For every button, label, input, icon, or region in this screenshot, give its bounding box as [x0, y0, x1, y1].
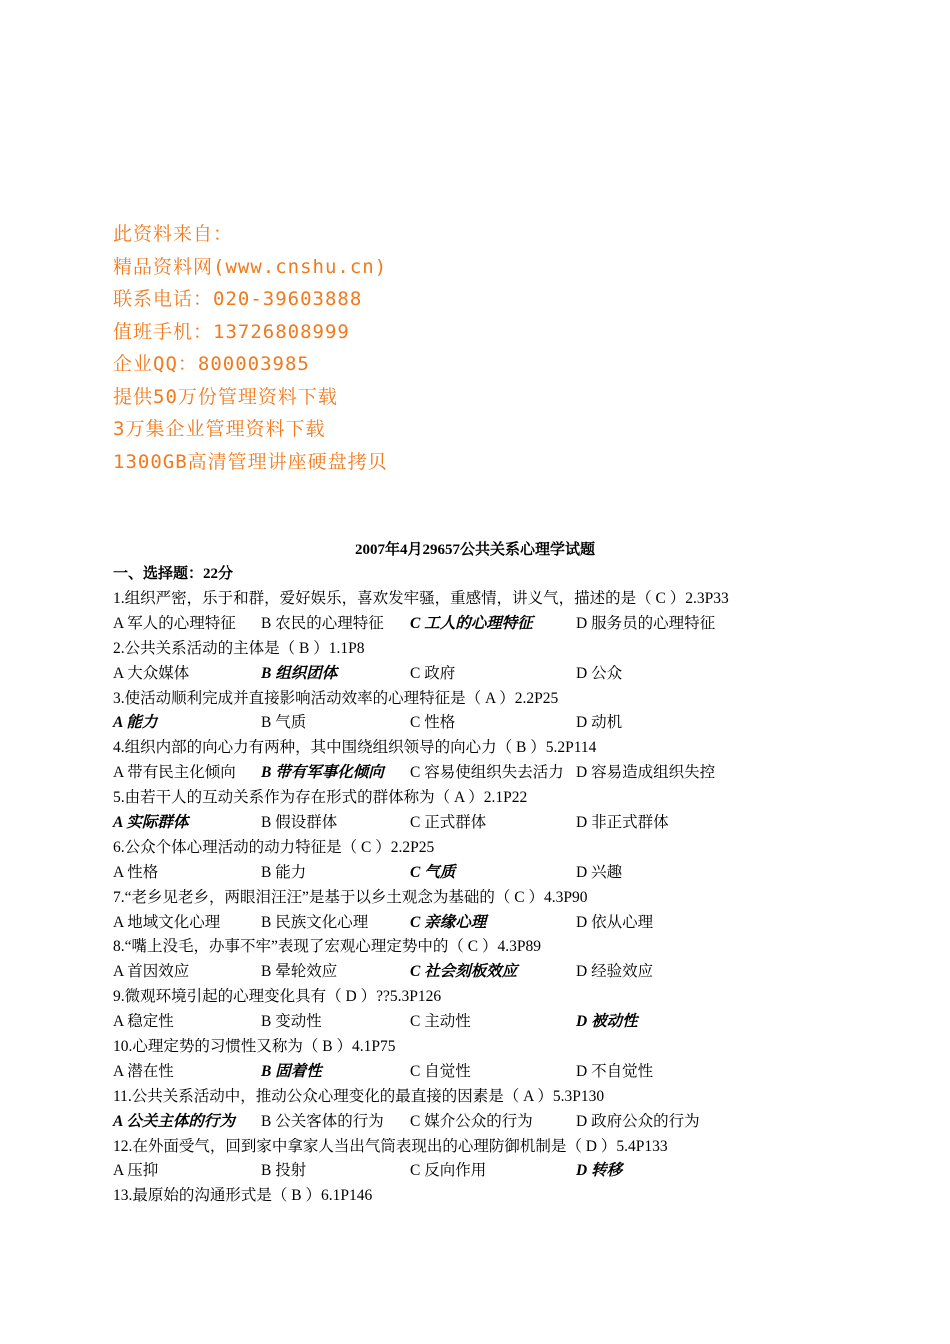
option: D 非正式群体	[576, 814, 669, 832]
options-row	[113, 1060, 913, 1085]
promo-line: 联系电话：020-39603888	[113, 288, 363, 310]
question-text: 9.微观环境引起的心理变化具有（ D ）??5.3P126	[113, 988, 442, 1006]
option: A 稳定性	[113, 1013, 174, 1031]
option: A 首因效应	[113, 963, 190, 981]
option: B 公关客体的行为	[261, 1112, 384, 1130]
option: C 主动性	[410, 1013, 471, 1031]
options-row	[113, 861, 913, 886]
promo-line: 精品资料网(www.cnshu.cn)	[113, 255, 388, 278]
option: B 气质	[261, 714, 307, 732]
promo-line: 值班手机：13726808999	[113, 320, 350, 343]
option: D 公众	[576, 664, 623, 682]
option: A 大众媒体	[113, 664, 190, 682]
options-row	[113, 1159, 913, 1184]
question-text: 13.最原始的沟通形式是（ B ）6.1P146	[113, 1187, 373, 1205]
option: A 地域文化心理	[113, 913, 221, 931]
question-text: 1.组织严密，乐于和群，爱好娱乐，喜欢发牢骚，重感情，讲义气，描述的是（ C ）2.3P33	[113, 590, 729, 607]
question-text: 10.心理定势的习惯性又称为（ B ）4.1P75	[113, 1038, 396, 1056]
option: B 假设群体	[261, 814, 338, 832]
correct-option: C 气质	[410, 863, 456, 881]
option: C 政府	[410, 664, 456, 682]
options-row	[113, 960, 913, 985]
option: A 性格	[113, 863, 159, 881]
options-row	[113, 811, 913, 836]
promo-line: 3万集企业管理资料下载	[113, 418, 326, 440]
question-text: 6.公众个体心理活动的动力特征是（ C ）2.2P25	[113, 838, 435, 856]
promo-line: 提供50万份管理资料下载	[113, 385, 338, 408]
option: C 容易使组织失去活力	[410, 764, 564, 782]
correct-option: B 固着性	[261, 1062, 322, 1080]
promo-line: 此资料来自：	[113, 223, 234, 245]
correct-option: D 被动性	[576, 1013, 638, 1031]
promo-line: 1300GB高清管理讲座硬盘拷贝	[113, 450, 388, 473]
exam-title: 2007年4月29657公共关系心理学试题	[354, 542, 595, 558]
options-row	[113, 1110, 913, 1135]
option: D 不自觉性	[576, 1062, 654, 1080]
option: B 变动性	[261, 1013, 322, 1031]
option: B 晕轮效应	[261, 963, 338, 981]
option: D 经验效应	[576, 963, 654, 981]
option: D 动机	[576, 714, 623, 732]
question-list	[113, 587, 913, 1209]
promo-block	[113, 218, 388, 478]
question-text: 3.使活动顺利完成并直接影响活动效率的心理特征是（ A ）2.2P25	[113, 689, 559, 707]
correct-option: B 组织团体	[261, 664, 338, 682]
options-row	[113, 612, 913, 637]
question-text: 5.由若干人的互动关系作为存在形式的群体称为（ A ）2.1P22	[113, 789, 528, 807]
question-text: 4.组织内部的向心力有两种，其中围绕组织领导的向心力（ B ）5.2P114	[113, 739, 597, 757]
option: A 军人的心理特征	[113, 614, 236, 632]
correct-option: C 亲缘心理	[410, 913, 487, 931]
question-text: 2.公共关系活动的主体是（ B ）1.1P8	[113, 639, 365, 657]
option: D 服务员的心理特征	[576, 614, 716, 632]
option: A 带有民主化倾向	[113, 764, 236, 782]
option: D 容易造成组织失控	[576, 764, 716, 782]
option: B 民族文化心理	[261, 913, 369, 931]
option: C 正式群体	[410, 814, 487, 832]
question-text: 8.“嘴上没毛，办事不牢”表现了宏观心理定势中的（ C ）4.3P89	[113, 938, 541, 956]
promo-line: 企业QQ：800003985	[113, 353, 310, 375]
correct-option: B 带有军事化倾向	[261, 764, 384, 782]
option: D 政府公众的行为	[576, 1112, 700, 1130]
options-row	[113, 761, 913, 786]
option: B 投射	[261, 1162, 307, 1180]
correct-option: C 工人的心理特征	[410, 614, 533, 632]
option: C 媒介公众的行为	[410, 1112, 533, 1130]
options-row	[113, 911, 913, 936]
option: A 潜在性	[113, 1062, 174, 1080]
option: C 自觉性	[410, 1062, 471, 1080]
options-row	[113, 1010, 913, 1035]
option: D 依从心理	[576, 913, 654, 931]
options-row	[113, 711, 913, 736]
correct-option: A 实际群体	[113, 814, 189, 832]
question-text: 7.“老乡见老乡，两眼泪汪汪”是基于以乡土观念为基础的（ C ）4.3P90	[113, 888, 588, 906]
correct-option: A 公关主体的行为	[113, 1112, 235, 1130]
correct-option: A 能力	[113, 714, 158, 732]
section-heading: 一、选择题：22分	[113, 566, 234, 582]
correct-option: D 转移	[576, 1162, 623, 1180]
option: D 兴趣	[576, 863, 623, 881]
question-text: 11.公共关系活动中，推动公众心理变化的最直接的因素是（ A ）5.3P130	[113, 1087, 605, 1105]
option: C 性格	[410, 714, 456, 732]
option: B 农民的心理特征	[261, 614, 384, 632]
option: B 能力	[261, 863, 307, 881]
options-row	[113, 662, 913, 687]
option: A 压抑	[113, 1162, 159, 1180]
option: C 反向作用	[410, 1162, 487, 1180]
correct-option: C 社会刻板效应	[410, 963, 518, 981]
question-text: 12.在外面受气，回到家中拿家人当出气筒表现出的心理防御机制是（ D ）5.4P133	[113, 1137, 668, 1155]
